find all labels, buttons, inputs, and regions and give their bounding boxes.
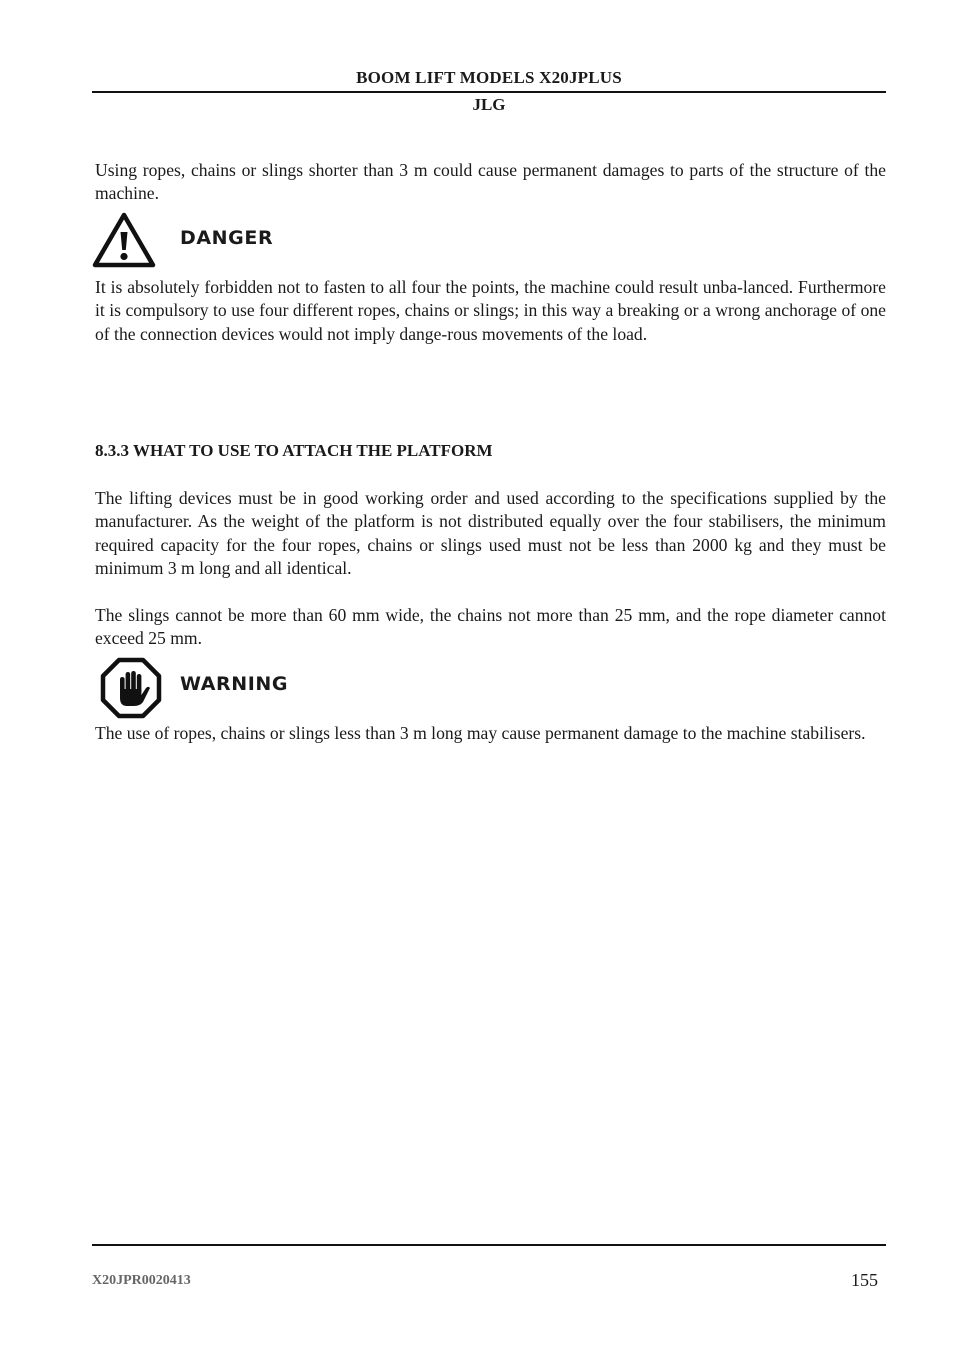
warning-label: WARNING bbox=[180, 673, 289, 695]
stop-hand-icon bbox=[100, 657, 162, 719]
section-paragraph-2: The slings cannot be more than 60 mm wide, the chains not more than 25 mm, and the rope diameter cannot exceed 25 mm. bbox=[95, 605, 886, 649]
page-number: 155 bbox=[851, 1270, 878, 1290]
intro-paragraph: Using ropes, chains or slings shorter than 3 m could cause permanent damages to parts of the structure of the machine. bbox=[95, 160, 886, 204]
danger-label: DANGER bbox=[180, 227, 274, 249]
danger-text: It is absolutely forbidden not to fasten to all four the points, the machine could result unba-lanced. Furthermore it is compulsory to use four different ropes, chains or slings; in this way a breaking or a wrong anchorage of one of the connection devices would not imply dange-rous movements of the load. bbox=[95, 277, 886, 344]
footer-doc-code: X20JPR0020413 bbox=[92, 1273, 191, 1288]
header-subtitle: JLG bbox=[472, 95, 506, 114]
warning-text: The use of ropes, chains or slings less than 3 m long may cause permanent damage to the machine stabilisers. bbox=[95, 723, 866, 743]
header-rule bbox=[92, 91, 886, 93]
header-title: BOOM LIFT MODELS X20JPLUS bbox=[356, 68, 622, 87]
section-heading: 8.3.3 WHAT TO USE TO ATTACH THE PLATFORM bbox=[95, 441, 493, 460]
section-paragraph-1: The lifting devices must be in good working order and used according to the specifications supplied by the manufacturer. As the weight of the platform is not distributed equally over the four stabilisers, the minimum required capacity for the four ropes, chains or slings used must not be less than 2000 kg and they must be minimum 3 m long and all identical. bbox=[95, 488, 886, 579]
warning-triangle-icon bbox=[92, 212, 156, 268]
footer-rule bbox=[92, 1244, 886, 1246]
